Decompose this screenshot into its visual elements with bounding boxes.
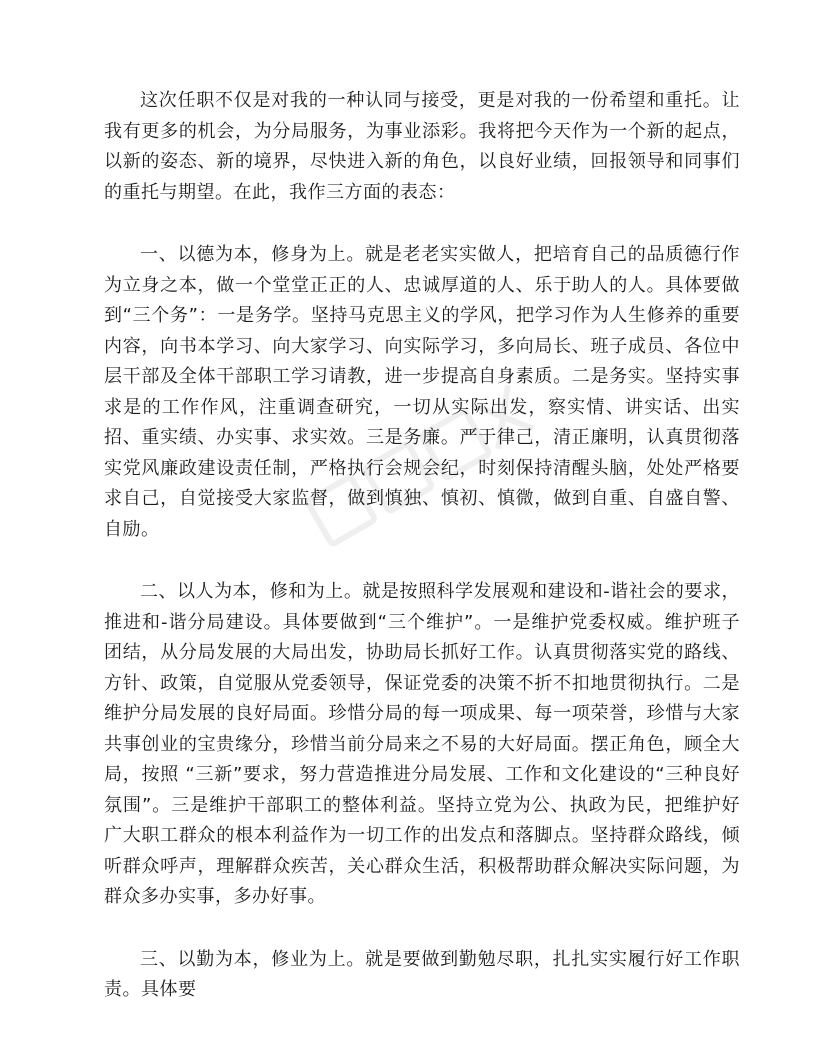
paragraph-people: 二、以人为本，修和为上。就是按照科学发展观和建设和-谐社会的要求，推进和-谐分局建设。具体要做到“三个维护”。一是维护党委权威。维护班子团结，从分局发展的大局出发，协助局长抓好工作。认真贯彻落实党的路线、方针、政策，自觉服从党委领导，保证党委的决策不折不扣地贯彻执行。二是维护分局发展的良好局面。珍惜分局的每一项成果、每一项荣誉，珍惜与大家共事创业的宝贵缘分，珍惜当前分局来之不易的大好局面。摆正角色，顾全大局，按照 “三新”要求，努力营造推进分局发展、工作和文化建设的“三种良好氛围”。三是维护干部职工的整体利益。坚持立党为公、执政为民，把维护好广大职工群众的根本利益作为一切工作的出发点和落脚点。坚持群众路线，倾听群众呼声，理解群众疾苦，关心群众生活，积极帮助群众解决实际问题，为群众多办实事，多办好事。: [104, 581, 740, 907]
paragraph-virtue: 一、以德为本，修身为上。就是老老实实做人，把培育自己的品质德行作为立身之本，做一个堂堂正正的人、忠诚厚道的人、乐于助人的人。具体要做到“三个务”：一是务学。坚持马克思主义的学风，把学习作为人生修养的重要内容，向书本学习、向大家学习、向实际学习，多向局长、班子成员、各位中层干部及全体干部职工学习请教，进一步提高自身素质。二是务实。坚持实事求是的工作作风，注重调查研究，一切从实际出发，察实情、讲实话、出实招、重实绩、办实事、求实效。三是务廉。严于律己，清正廉明，认真贯彻落实党风廉政建设责任制，严格执行会规会纪，时刻保持清醒头脑，处处严格要求自己，自觉接受大家监督，做到慎独、慎初、慎微，做到自重、自盛自警、自励。: [104, 244, 740, 540]
paragraph-diligence: 三、以勤为本，修业为上。就是要做到勤勉尽职，扎扎实实履行好工作职责。具体要: [104, 948, 740, 1000]
paragraph-intro: 这次任职不仅是对我的一种认同与接受，更是对我的一份希望和重托。让我有更多的机会，为分局服务，为事业添彩。我将把今天作为一个新的起点，以新的姿态、新的境界，尽快进入新的角色，以良好业绩，回报领导和同事们的重托与期望。在此，我作三方面的表态：: [104, 90, 740, 203]
document-body: [104, 86, 740, 1038]
